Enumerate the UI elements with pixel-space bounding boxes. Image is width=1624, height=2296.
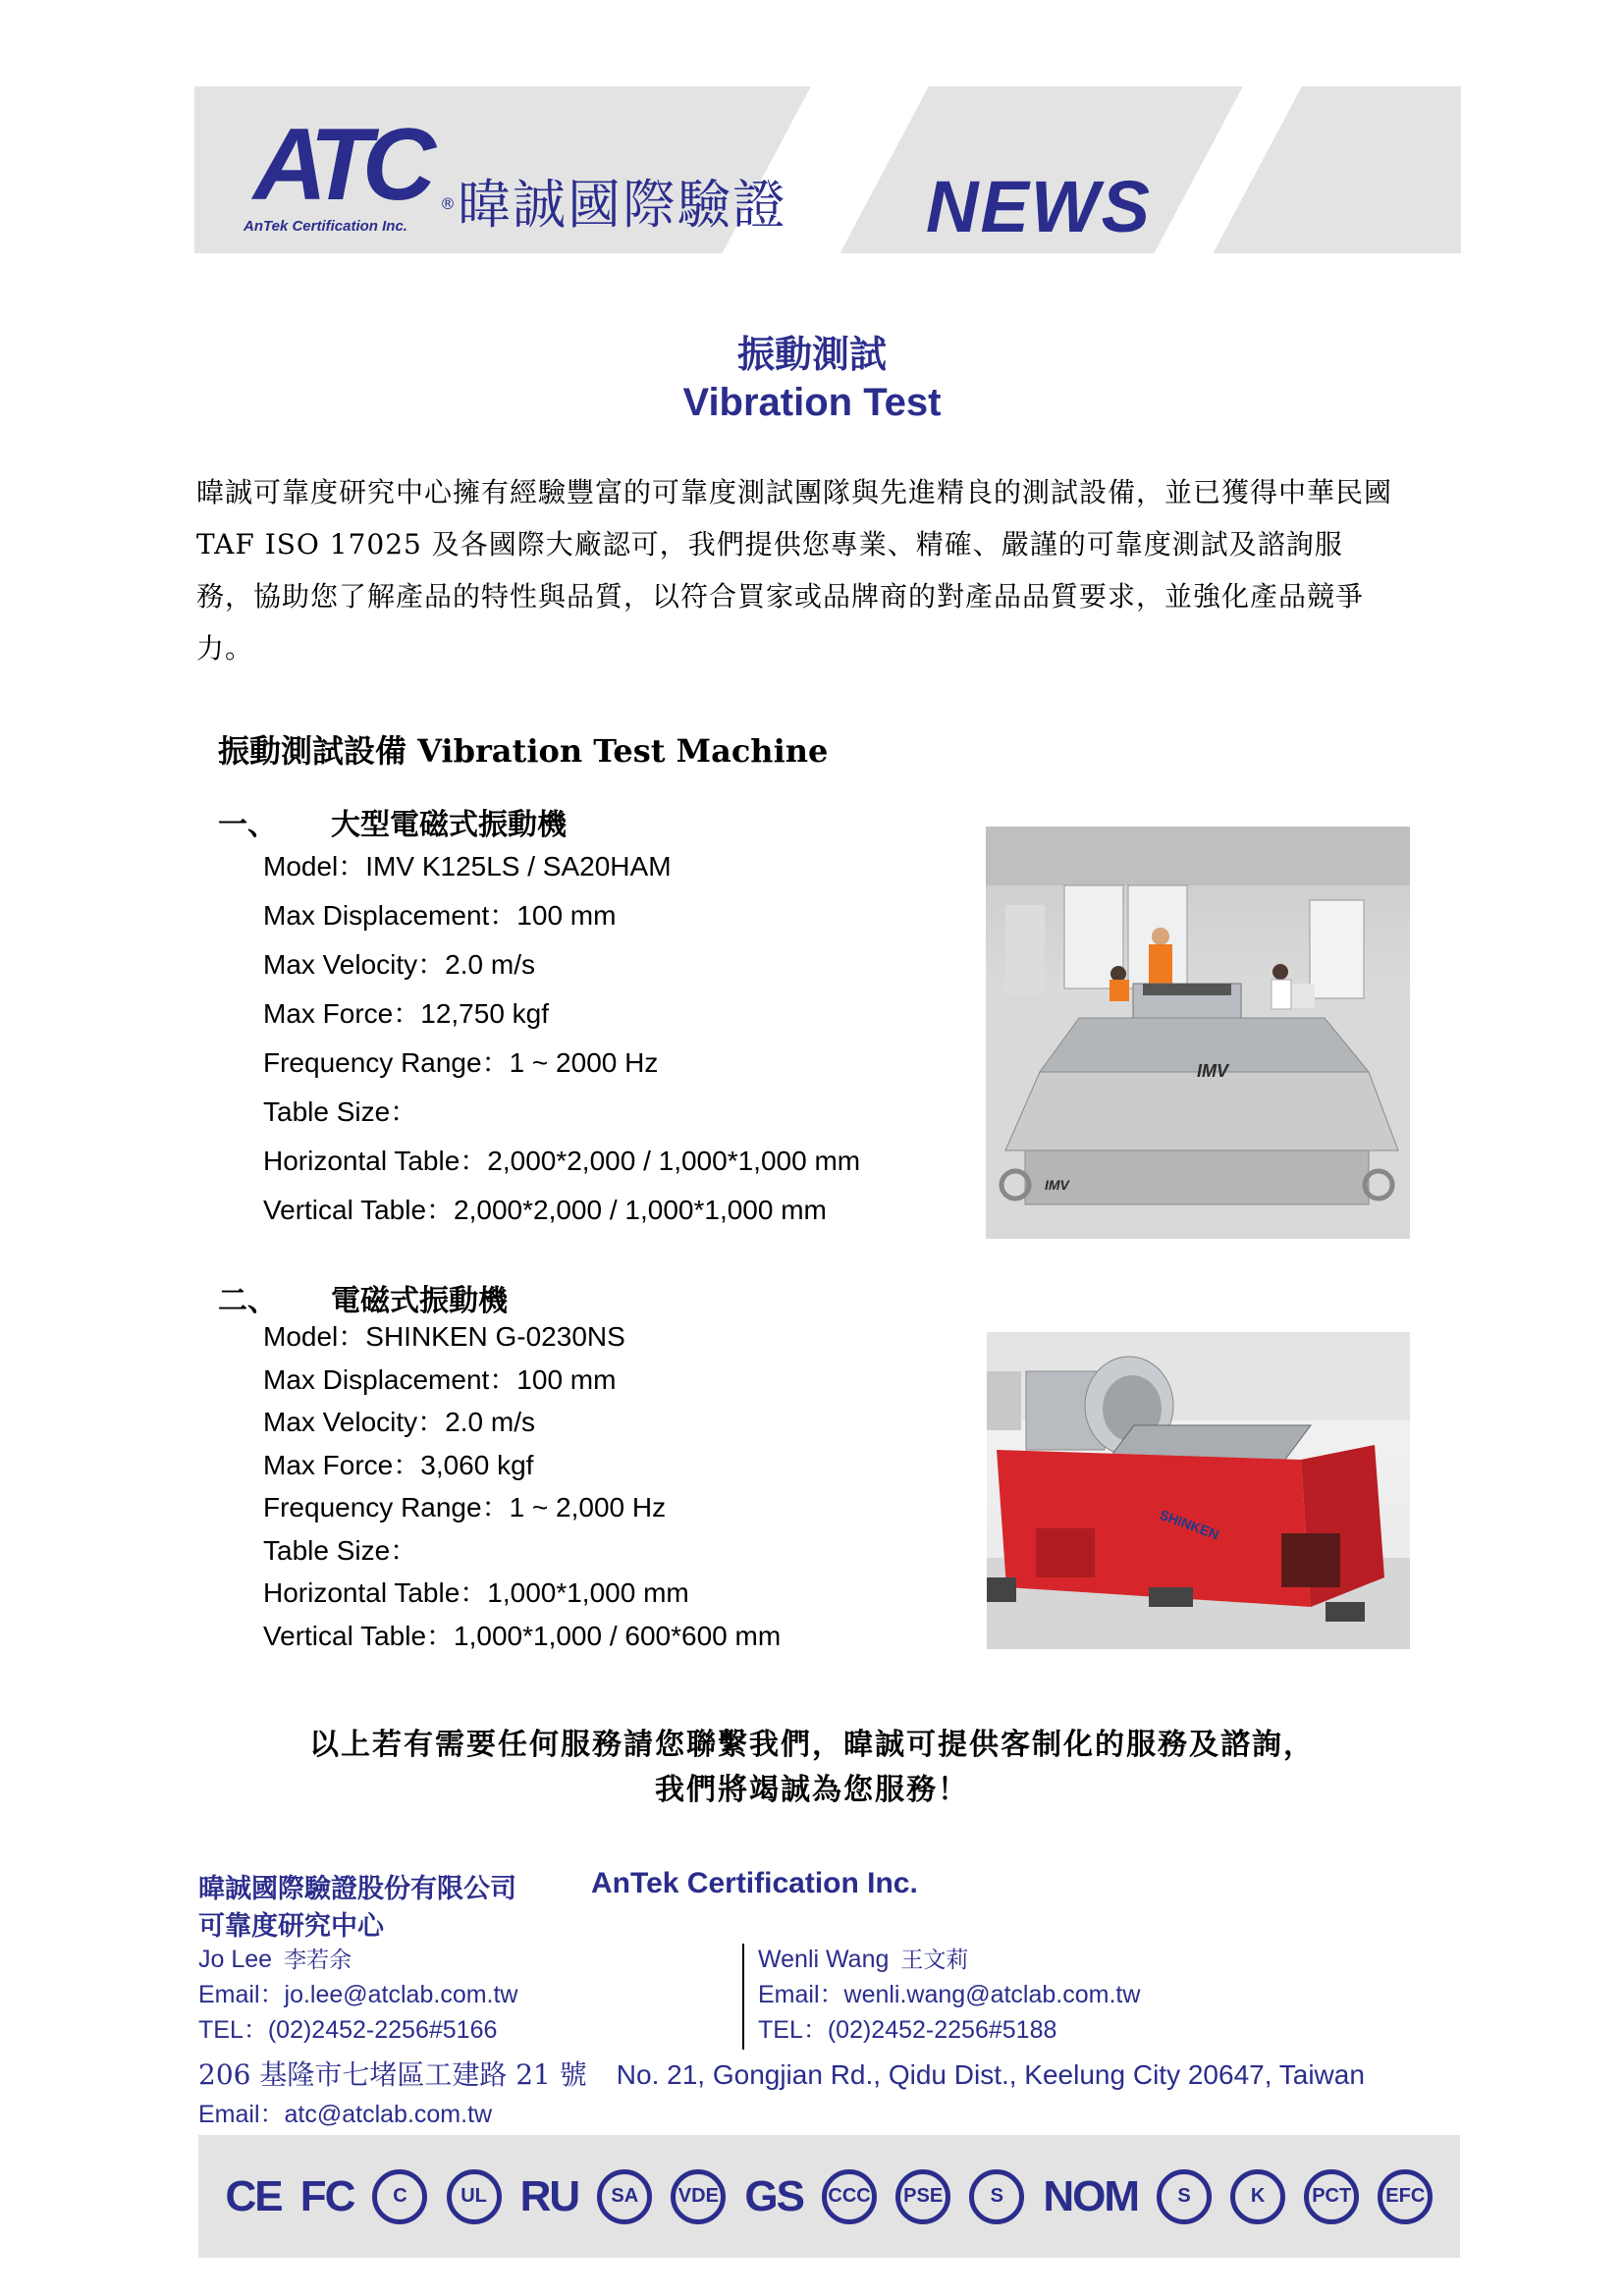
spec-line: Max Displacement：100 mm [263,900,617,931]
spec-line: Model：SHINKEN G-0230NS [263,1321,625,1352]
footer-company-en: AnTek Certification Inc. [591,1867,918,1899]
contact-name-en: Jo Lee [198,1946,273,1973]
spec-line: Model：IMV K125LS / SA20HAM [263,851,672,881]
contact-email[interactable]: Email：jo.lee@atclab.com.tw [198,1981,518,2008]
contact-name-en: Wenli Wang [758,1946,890,1973]
atc-logo: ATC [253,108,427,222]
machine-spec-list [263,1315,781,1657]
pse-mark-icon: PSE [895,2169,950,2224]
address-cn: 206 基隆市七堵區工建路 21 號 [198,2058,587,2091]
news-label: NEWS [926,166,1152,247]
vde-mark-icon: VDE [671,2169,726,2224]
contact-tel: TEL：(02)2452-2256#5166 [198,2016,498,2044]
photo-brand-text: IMV [1045,1177,1069,1193]
contact-email[interactable]: Email：wenli.wang@atclab.com.tw [758,1981,1141,2008]
spec-line: Horizontal Table：2,000*2,000 / 1,000*1,000 mm [263,1146,861,1176]
logo-subtext: AnTek Certification Inc. [244,218,407,235]
header-banner [194,86,1461,253]
photo-brand-text: IMV [1197,1061,1229,1081]
photo-brand-text: SHINKEN [1157,1506,1221,1543]
nom-mark-icon: NOM [1043,2171,1138,2220]
footer-company-cn: 暐誠國際驗證股份有限公司 [198,1874,516,1904]
gs-mark-icon: GS [744,2171,803,2220]
ul-recognized-mark-icon: RU [519,2171,579,2220]
machine-photo-shinken-shaker [987,1332,1410,1649]
c-tick-mark-icon: C [372,2169,427,2224]
section-heading: 振動測試設備 Vibration Test Machine [218,732,829,770]
contact-message-line: 我們將竭誠為您服務！ [655,1773,969,1807]
address-en: No. 21, Gongjian Rd., Qidu Dist., Keelung City 20647, Taiwan [616,2059,1365,2090]
machine-spec-list [263,842,860,1235]
contact-message-line: 以上若有需要任何服務請您聯繫我們，暐誠可提供客制化的服務及諮詢， [309,1728,1315,1762]
spec-line: Frequency Range：1 ~ 2,000 Hz [263,1492,667,1522]
spec-line: Frequency Range：1 ~ 2000 Hz [263,1047,659,1078]
ccc-mark-icon: CCC [822,2169,877,2224]
address [198,2054,1365,2093]
company-name-cn: 暐誠國際驗證 [458,174,787,236]
general-email[interactable]: Email：atc@atclab.com.tw [198,2101,493,2128]
machine-name: 大型電磁式振動機 [331,808,567,842]
ce-mark-icon: CE [225,2171,282,2220]
machine-heading [218,800,567,843]
machine-name: 電磁式振動機 [331,1284,508,1318]
registered-mark: ® [440,194,456,213]
sirim-mark-icon: S [1157,2169,1212,2224]
fcc-mark-icon: FC [299,2171,354,2220]
spec-line: Horizontal Table：1,000*1,000 mm [263,1577,689,1608]
machine-number: 二、 [218,1284,277,1318]
spec-line: Max Velocity：2.0 m/s [263,949,535,980]
spec-line: Table Size： [263,1096,418,1127]
ul-mark-icon: UL [447,2169,502,2224]
spec-line: Max Force：3,060 kgf [263,1449,534,1480]
machine-heading [218,1276,508,1319]
eac-mark-icon: EFC [1378,2169,1433,2224]
machine-photo-large-shaker [986,827,1410,1239]
saso-mark-icon: S [969,2169,1024,2224]
contact-name-cn: 李若余 [284,1948,352,1973]
kc-mark-icon: K [1230,2169,1285,2224]
spec-line: Vertical Table：2,000*2,000 / 1,000*1,000 mm [263,1195,827,1225]
contact-divider [742,1944,744,2050]
page-title-cn: 振動測試 [736,332,887,376]
intro-paragraph: 暐誠可靠度研究中心擁有經驗豐富的可靠度測試團隊與先進精良的測試設備，並已獲得中華民國 TAF ISO 17025 及各國際大廠認可，我們提供您專業、精確、嚴謹的可靠度測試及諮詢服務，協助您了解產品的特性與品質，以符合買家或品牌商的對產品品質要求，並強化產品競爭力。 [196,476,1393,665]
spec-line: Max Displacement：100 mm [263,1363,617,1395]
spec-line: Max Velocity：2.0 m/s [263,1407,535,1437]
footer-center-name: 可靠度研究中心 [198,1911,384,1942]
spec-line: Table Size： [263,1534,418,1566]
page-title-en: Vibration Test [682,381,942,424]
pct-mark-icon: PCT [1304,2169,1359,2224]
spec-line: Vertical Table：1,000*1,000 / 600*600 mm [263,1620,782,1651]
contact-card [198,1942,518,2048]
certification-logos-bar [198,2135,1460,2258]
contact-card [758,1942,1140,2048]
machine-number: 一、 [218,808,277,842]
contact-name-cn: 王文莉 [900,1948,969,1973]
csa-mark-icon: SA [597,2169,652,2224]
spec-line: Max Force：12,750 kgf [263,998,550,1029]
contact-tel: TEL：(02)2452-2256#5188 [758,2016,1057,2044]
banner-divider-stripe [1144,86,1307,253]
